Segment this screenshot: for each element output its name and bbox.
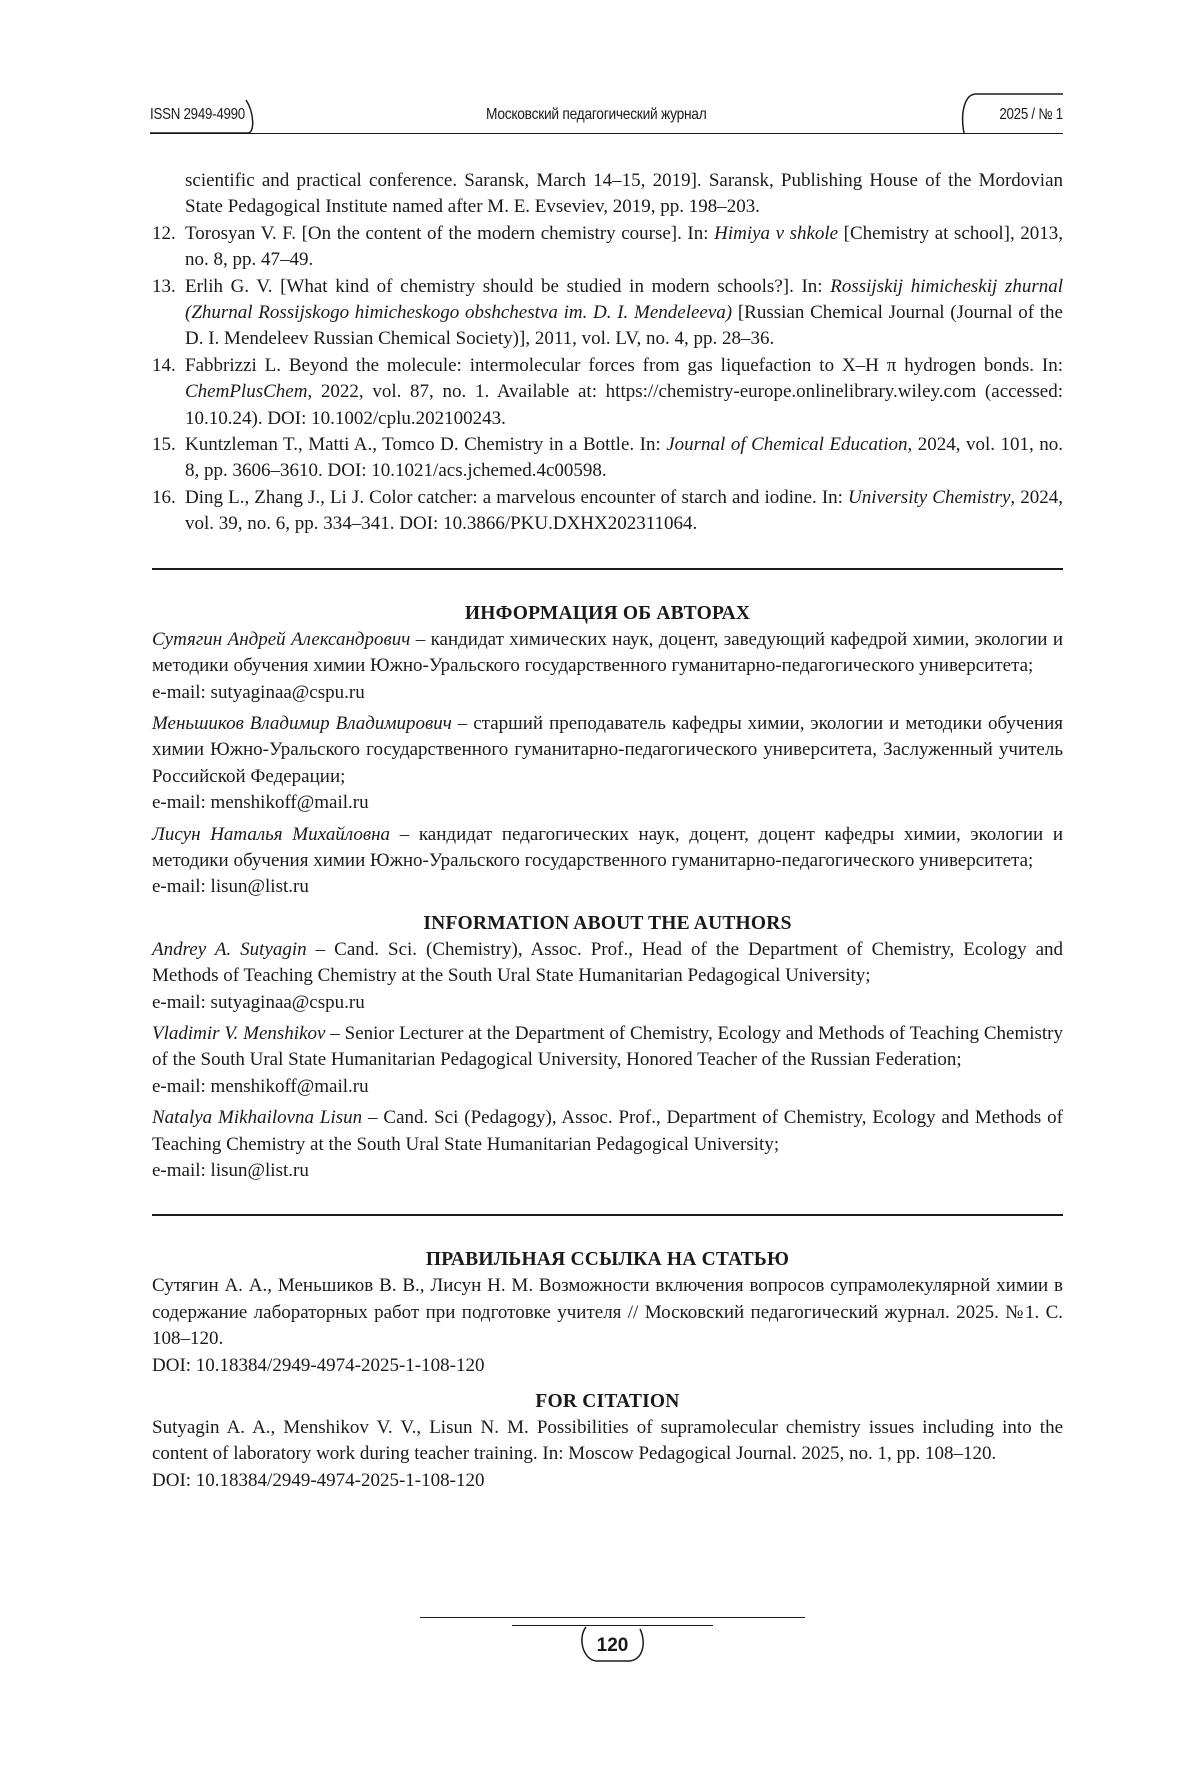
author-affiliation: – кандидат педагогических наук, доцент, доцент кафедры химии, экологии и методики обучения химии Южно-Уральского государственного гуманитарно-педагогического университета; [152,823,1063,871]
page-footer [420,1617,805,1667]
reference-number: 14. [152,354,176,376]
author-email: e-mail: menshikoff@mail.ru [152,1075,369,1097]
reference-number: 15. [152,434,176,456]
reference-fragment: Fabbrizzi L. Beyond the molecule: intermolecular forces from gas liquefaction to X–H π hydrogen bonds. In: [185,354,1063,376]
authors-ru-heading: ИНФОРМАЦИЯ ОБ АВТОРАХ [464,602,751,624]
author-email: e-mail: sutyaginaa@cspu.ru [152,681,365,703]
reference-text [185,353,1063,432]
authors-ru [152,627,1063,901]
author-entry [152,937,1063,1016]
reference-item [152,432,1063,485]
author-affiliation: – Senior Lecturer at the Department of Chemistry, Ecology and Methods of Teaching Chemistry of the South Ural State Humanitarian Pedagogical University, Honored Teacher of the Russian Federation; [152,1022,1063,1071]
author-description [152,1105,1063,1158]
reference-item [152,485,1063,538]
reference-text [185,221,1063,274]
author-name: Лисун Наталья Михайловна [152,823,391,845]
author-entry [152,822,1063,901]
author-description [152,711,1063,790]
reference-fragment: , 2022, vol. 87, no. 1. Available at: https://chemistry-europe.onlinelibrary.wiley.com (accessed: 10.10.24). DOI: 10.1002/cplu.202100243. [185,381,1063,429]
author-affiliation: – старший преподаватель кафедры химии, экологии и методики обучения химии Южно-Уральского государственного гуманитарно-педагогического университета, Заслуженный учитель Российской Федерации; [152,712,1063,787]
citation-en-heading: FOR CITATION [535,1391,680,1413]
issn: ISSN 2949-4990 [150,106,245,123]
author-entry [152,1105,1063,1184]
author-affiliation: – кандидат химических наук, доцент, заведующий кафедрой химии, экологии и методики обучения химии Южно-Уральского государственного гуманитарно-педагогического университета; [152,628,1063,677]
reference-fragment: [Russian Chemical Journal (Journal of the D. I. Mendeleev Russian Chemical Society)], 2011, vol. LV, no. 4, pp. 28–36. [185,302,1063,350]
author-email: e-mail: menshikoff@mail.ru [152,792,369,814]
reference-number: 16. [152,486,176,508]
author-affiliation: – Cand. Sci. (Chemistry), Assoc. Prof., Head of the Department of Chemistry, Ecology and Methods of Teaching Chemistry at the South Ural State Humanitarian Pedagogical University; [152,938,1064,987]
author-name: Меньшиков Владимир Владимирович [152,712,452,734]
author-name: Vladimir V. Menshikov [152,1022,326,1044]
citation-en-text: Sutyagin A. A., Menshikov V. V., Lisun N. M. Possibilities of supramolecular chemistry issues including into the content of laboratory work during teacher training. In: Moscow Pedagogical Journal. 2025, no. 1, pp. 108–120. [152,1417,1063,1465]
reference-text [185,168,1063,221]
reference-list [152,168,1063,538]
reference-number: 12. [152,222,176,244]
citation-ru-doi: DOI: 10.18384/2949-4974-2025-1-108-120 [152,1354,485,1376]
reference-source: University Chemistry [848,486,1011,508]
reference-item [152,221,1063,274]
authors-en [152,937,1063,1185]
reference-text [185,432,1063,485]
reference-fragment: [Chemistry at school], 2013, no. 8, pp. 47–49. [185,222,1064,271]
reference-fragment: , 2024, vol. 101, no. 8, pp. 3606–3610. DOI: 10.1021/acs.jchemed.4c00598. [185,434,1064,482]
author-name: Andrey A. Sutyagin [152,938,307,960]
author-name: Natalya Mikhailovna Lisun [152,1107,363,1129]
author-email: e-mail: lisun@list.ru [152,876,309,898]
reference-fragment: , 2024, vol. 39, no. 6, pp. 334–341. DOI: 10.3866/PKU.DXHX202311064. [185,486,1064,535]
reference-fragment: Torosyan V. F. [On the content of the modern chemistry course]. In: [185,222,715,244]
reference-item [152,274,1063,353]
reference-fragment: Kuntzleman T., Matti A., Tomco D. Chemistry in a Bottle. In: [185,434,667,456]
reference-text [185,274,1063,353]
reference-item [152,168,1063,221]
author-description [152,822,1063,875]
reference-fragment: Erlih G. V. [What kind of chemistry should be studied in modern schools?]. In: [185,275,831,297]
reference-source: ChemPlusChem [185,381,308,403]
page-content [152,168,1063,1494]
author-email: e-mail: sutyaginaa@cspu.ru [152,991,365,1013]
author-email: e-mail: lisun@list.ru [152,1160,309,1181]
header-rule [150,133,1063,134]
running-header [150,92,1063,136]
author-description [152,937,1063,990]
reference-text [185,485,1063,538]
reference-source: Himiya v shkole [714,222,839,244]
authors-en-heading: INFORMATION ABOUT THE AUTHORS [423,912,792,934]
citation-ru-text: Сутягин А. А., Меньшиков В. В., Лисун Н. М. Возможности включения вопросов супрамолекулярной химии в содержание лабораторных работ при подготовке учителя // Московский педагогический журнал. 2025. №1. С. 108–120. [152,1275,1063,1350]
section-divider [152,1214,1063,1216]
author-entry [152,1021,1063,1100]
reference-number: 13. [152,275,176,297]
journal-title: Московский педагогический журнал [486,106,707,123]
author-name: Сутягин Андрей Александрович [152,628,411,650]
author-entry [152,711,1063,817]
section-divider [152,568,1063,570]
issue-number: 2025 / № 1 [999,106,1063,123]
author-affiliation: – Cand. Sci (Pedagogy), Assoc. Prof., Department of Chemistry, Ecology and Methods of Teaching Chemistry at the South Ural State Humanitarian Pedagogical University; [152,1107,1064,1155]
page-number: 120 [596,1635,629,1656]
author-description [152,1021,1063,1074]
reference-fragment: Ding L., Zhang J., Li J. Color catcher: a marvelous encounter of starch and iodine. In: [185,486,849,508]
author-description [152,627,1063,680]
reference-item [152,353,1063,432]
reference-source: Rossijskij himicheskij zhurnal (Zhurnal Rossijskogo himicheskogo obshchestva im. D. I. Mendeleeva) [185,275,1063,324]
reference-source: Journal of Chemical Education [666,434,908,456]
citation-en-doi: DOI: 10.18384/2949-4974-2025-1-108-120 [152,1469,485,1491]
citation-ru-heading: ПРАВИЛЬНАЯ ССЫЛКА НА СТАТЬЮ [425,1249,790,1271]
reference-fragment: scientific and practical conference. Saransk, March 14–15, 2019]. Saransk, Publishing House of the Mordovian State Pedagogical Institute named after M. E. Evseviev, 2019, pp. 198–203. [185,170,1063,218]
author-entry [152,627,1063,706]
